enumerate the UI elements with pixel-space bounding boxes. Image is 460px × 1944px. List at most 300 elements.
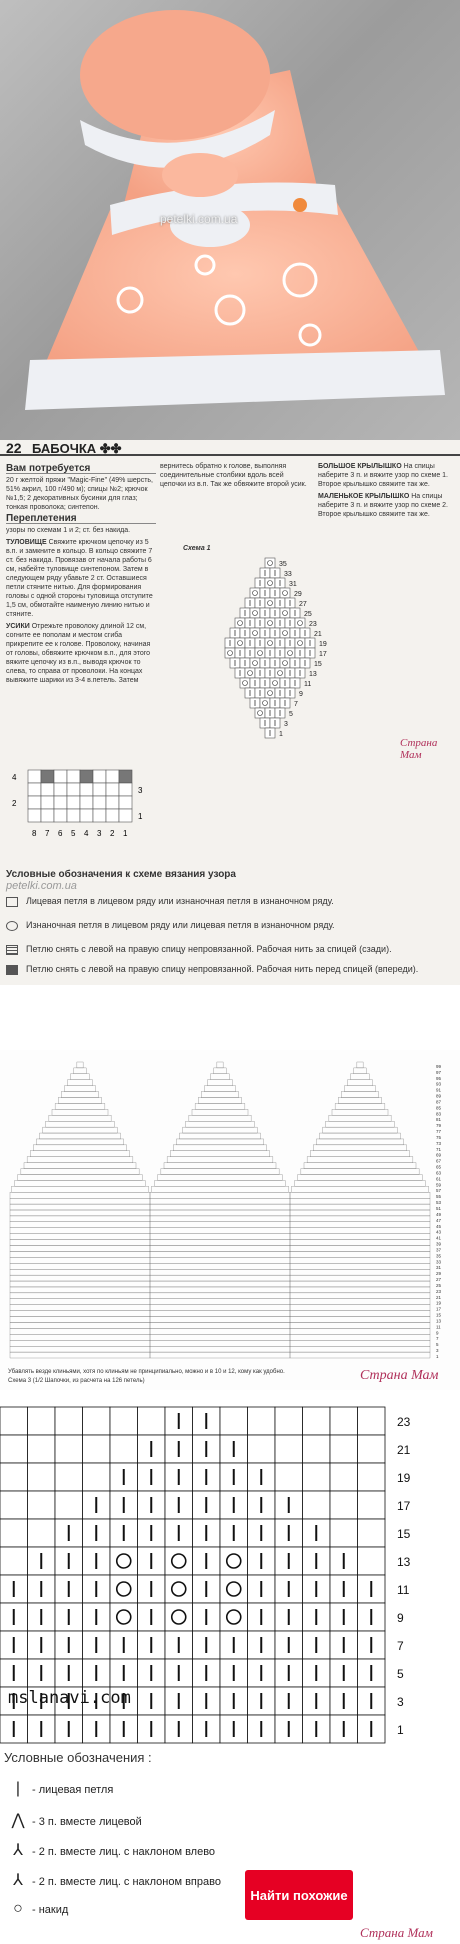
hat-chart-row-band	[150, 1240, 290, 1246]
hat-chart-row-band	[10, 1328, 150, 1334]
hat-chart-row-band	[10, 1287, 150, 1293]
body-heading: ТУЛОВИЩЕ	[6, 539, 47, 546]
hat-chart-row-band	[173, 1145, 266, 1151]
pattern-cell	[275, 1407, 303, 1435]
hat-chart-row-band	[357, 1062, 363, 1068]
scheme1-cell	[295, 638, 305, 648]
scheme1-row-label: 29	[294, 591, 302, 598]
pattern-cell	[248, 1435, 276, 1463]
hat-chart-row-band	[290, 1234, 430, 1240]
hat-chart-row-band	[10, 1222, 150, 1228]
scheme2-row-right: 3	[138, 786, 143, 795]
scheme1-cell	[280, 588, 290, 598]
hat-chart-row-band	[10, 1299, 150, 1305]
hat-chart-row-band	[10, 1257, 150, 1263]
hat-chart-row-label: 65	[436, 1164, 442, 1170]
hat-chart-row-band	[10, 1340, 150, 1346]
hat-chart-row-label: 95	[436, 1075, 442, 1081]
hat-chart-row-label: 43	[436, 1229, 442, 1235]
scheme1-cell	[235, 618, 245, 628]
hat-chart-row-band	[10, 1346, 150, 1352]
hat-chart-row-label: 73	[436, 1140, 442, 1146]
scheme1-row-label: 9	[299, 691, 303, 698]
needs-heading: Вам потребуется	[6, 464, 156, 474]
scheme2-cell	[93, 796, 106, 809]
scheme2-cell	[41, 770, 54, 783]
hat-chart-row-band	[10, 1240, 150, 1246]
hat-chart-row-band	[290, 1204, 430, 1210]
legend-item-slip-back	[6, 944, 392, 955]
hat-chart-row-label: 49	[436, 1211, 442, 1217]
hat-chart-row-band	[150, 1346, 290, 1352]
slip-front-symbol-icon	[6, 965, 18, 975]
pattern-row-label: 13	[397, 1555, 411, 1569]
hat-chart-row-band	[214, 1068, 226, 1074]
hat-chart-row-band	[150, 1210, 290, 1216]
hat-chart-row-band	[10, 1293, 150, 1299]
hat-chart-row-band	[290, 1340, 430, 1346]
pattern-cell	[83, 1435, 111, 1463]
pattern-row-label: 15	[397, 1527, 411, 1541]
pattern-cell	[220, 1575, 248, 1603]
legend-knit-text: - лицевая петля	[32, 1784, 114, 1796]
hat-chart-row-label: 17	[436, 1306, 442, 1312]
col2-text: вернитесь обратно к голове, выполняя соединительные столбики вдоль всей цепочки из в.п. Так же обвяжите второй усик.	[160, 463, 307, 488]
pattern-cell	[165, 1603, 193, 1631]
hat-chart-row-band	[176, 1139, 263, 1145]
hat-strana-mam: Страна Мам	[360, 1368, 439, 1383]
hat-chart-row-band	[186, 1121, 254, 1127]
pattern-cell	[358, 1491, 386, 1519]
pattern-row-label: 21	[397, 1443, 411, 1457]
hat-chart-row-label: 23	[436, 1288, 442, 1294]
hat-caption-2: Схема 3 (1/2 Шапочки, из расчета на 126 петель)	[8, 1378, 145, 1384]
hat-chart-row-band	[40, 1133, 121, 1139]
whiskers-text: Отрежьте проволоку длиной 12 см, согните ее пополам и местом сгиба прикрепите ее к голове. Проволоку, начиная от головы, обвяжите крючком в.п., для этого вяжите цепочку из в.п., выводя крючок то слева, то справа от проволоки. На концах вывяжите шарики из 3-4 в.петель. Затем	[6, 623, 151, 684]
hat-chart-row-band	[64, 1086, 95, 1092]
hat-chart-row-band	[195, 1103, 245, 1109]
hat-chart-row-band	[10, 1216, 150, 1222]
hat-chart-row-band	[348, 1080, 373, 1086]
pattern-cell	[330, 1519, 358, 1547]
pattern-cell	[28, 1519, 56, 1547]
scheme1-cell	[265, 578, 275, 588]
hat-chart-row-band	[150, 1216, 290, 1222]
body-text: Свяжите крючком цепочку из 5 в.п. и замкните в кольцо. В кольцо свяжите 7 ст. без накида. Провязав от начала работы 6 см, набейте туловище синтепоном. Затем в следующем ряду убавьте 2 ст. Оставшиеся петли стяните нитью. Для формирования головы с одной стороны туловища отступите 1,5 см, обмотайте наименую линию нитью и стяните.	[6, 539, 153, 618]
scheme1-cell	[245, 668, 255, 678]
hat-chart-row-band	[10, 1322, 150, 1328]
hat-chart-row-band	[49, 1115, 111, 1121]
hat-chart-row-band	[15, 1180, 146, 1186]
hat-chart-row-label: 53	[436, 1200, 442, 1206]
hat-chart-row-band	[150, 1198, 290, 1204]
hat-chart-row-band	[12, 1186, 149, 1192]
hat-chart-row-band	[290, 1240, 430, 1246]
hat-chart-row-band	[150, 1281, 290, 1287]
hat-chart-row-label: 31	[436, 1265, 442, 1271]
scheme2-cell	[41, 783, 54, 796]
scheme1-cell	[280, 628, 290, 638]
scheme1-cell	[260, 698, 270, 708]
hat-chart-row-band	[180, 1133, 261, 1139]
hat-caption-1: Убавлять везде клиньями, хотя по клиньям не принципиально, можно и в 10 и 12, кому как удобно.	[8, 1369, 285, 1375]
scheme1-row-label: 31	[289, 581, 297, 588]
instructions-column-2	[160, 462, 310, 489]
hat-chart-row-band	[150, 1317, 290, 1323]
weave-heading: Переплетения	[6, 514, 156, 524]
scheme2-row-left: 4	[12, 773, 17, 782]
hat-chart-row-label: 21	[436, 1294, 442, 1300]
hat-chart-row-band	[290, 1228, 430, 1234]
hat-chart-row-band	[150, 1311, 290, 1317]
pattern-cell	[0, 1491, 28, 1519]
hat-chart-row-band	[150, 1204, 290, 1210]
scheme2-col-label: 1	[123, 829, 128, 838]
hat-chart-row-band	[150, 1305, 290, 1311]
hat-chart-grid	[0, 1050, 460, 1370]
scheme2-cell	[28, 796, 41, 809]
scheme1-cell	[275, 668, 285, 678]
hat-chart-row-band	[58, 1098, 102, 1104]
hat-chart-row-label: 7	[436, 1336, 439, 1342]
scheme1-cell	[285, 648, 295, 658]
legend-yarnover-text: - накид	[32, 1904, 69, 1916]
hat-chart-row-band	[18, 1174, 142, 1180]
whiskers-heading: УСИКИ	[6, 623, 30, 630]
hat-chart-row-band	[290, 1216, 430, 1222]
pattern-cell	[330, 1463, 358, 1491]
hat-chart-row-band	[61, 1092, 98, 1098]
hat-chart-row-band	[290, 1281, 430, 1287]
knit-symbol-icon	[6, 897, 18, 907]
product-photo	[0, 0, 460, 440]
scheme2-cell	[119, 809, 132, 822]
hat-chart-row-band	[183, 1127, 258, 1133]
small-wing-heading: МАЛЕНЬКОЕ КРЫЛЫШКО	[318, 493, 410, 500]
scheme2-cell	[106, 796, 119, 809]
hat-chart-row-band	[71, 1074, 90, 1080]
pattern-cell	[358, 1435, 386, 1463]
hat-chart-row-band	[10, 1281, 150, 1287]
hat-chart-row-label: 3	[436, 1348, 439, 1354]
pattern-cell	[165, 1547, 193, 1575]
pattern-cell	[220, 1407, 248, 1435]
hat-chart-row-band	[204, 1086, 235, 1092]
hat-chart-row-band	[298, 1174, 422, 1180]
hat-chart-row-band	[36, 1139, 123, 1145]
pattern-cell	[358, 1463, 386, 1491]
hat-chart-row-band	[290, 1293, 430, 1299]
hat-chart-row-band	[326, 1121, 394, 1127]
scheme1-row-label: 11	[304, 681, 312, 688]
hat-chart-row-band	[341, 1092, 378, 1098]
hat-chart-row-band	[290, 1352, 430, 1358]
hat-chart-row-band	[320, 1133, 401, 1139]
scheme1-cell	[265, 688, 275, 698]
hat-chart-row-band	[21, 1169, 139, 1175]
yarnover-glyph-icon: ○	[13, 1900, 23, 1917]
scheme2-col-label: 3	[97, 829, 102, 838]
scheme2-cell	[119, 796, 132, 809]
hat-chart-row-band	[290, 1257, 430, 1263]
scheme2-cell	[119, 783, 132, 796]
scheme1-row-label: 7	[294, 701, 298, 708]
pattern-cell	[28, 1407, 56, 1435]
hat-chart-row-band	[290, 1317, 430, 1323]
pattern-cell	[165, 1575, 193, 1603]
scheme2-cell	[93, 770, 106, 783]
hat-chart-row-label: 57	[436, 1188, 442, 1194]
hat-chart-row-band	[150, 1246, 290, 1252]
scheme2-cell	[106, 809, 119, 822]
magazine-header	[0, 440, 460, 456]
hat-chart-row-band	[10, 1246, 150, 1252]
scheme1-cell	[265, 618, 275, 628]
scheme2-cell	[54, 770, 67, 783]
purl-symbol-icon	[6, 921, 18, 931]
legend-item-slip-back-text: Петлю снять с левой на правую спицу непровязанной. Рабочая нить за спицей (сзади).	[26, 944, 392, 954]
pattern-cell	[55, 1407, 83, 1435]
hat-chart-row-band	[290, 1192, 430, 1198]
k2tog-right-glyph-icon: ⅄	[13, 1872, 23, 1889]
hat-chart-row-label: 41	[436, 1235, 442, 1241]
hat-chart-row-band	[10, 1234, 150, 1240]
hat-chart-row-band	[351, 1074, 370, 1080]
hat-chart-row-band	[344, 1086, 375, 1092]
hat-chart-row-band	[10, 1269, 150, 1275]
hat-chart-row-band	[290, 1269, 430, 1275]
hat-chart-row-band	[30, 1151, 130, 1157]
photo-watermark: petelki.com.ua	[160, 212, 238, 226]
pattern-cell	[110, 1547, 138, 1575]
hat-chart-row-label: 27	[436, 1277, 442, 1283]
pattern-cell	[358, 1407, 386, 1435]
pattern-cell	[55, 1463, 83, 1491]
pattern-row-label: 1	[397, 1723, 404, 1737]
hat-chart-row-label: 9	[436, 1330, 439, 1336]
legend-3tog-text: - 3 п. вместе лицевой	[32, 1816, 142, 1828]
scheme2-cell	[41, 796, 54, 809]
hat-chart-row-band	[170, 1151, 270, 1157]
scheme2-cell	[54, 809, 67, 822]
hat-chart-row-band	[290, 1263, 430, 1269]
hat-chart-row-label: 61	[436, 1176, 442, 1182]
hat-chart-row-band	[43, 1127, 118, 1133]
legend-item-knit	[6, 896, 334, 907]
pattern-cell	[110, 1407, 138, 1435]
scheme2-cell	[80, 783, 93, 796]
pattern-cell	[0, 1463, 28, 1491]
hat-chart-row-label: 15	[436, 1312, 442, 1318]
legend-knit	[4, 1780, 113, 1798]
hat-chart-row-band	[74, 1068, 86, 1074]
scheme1-row-label: 13	[309, 671, 317, 678]
magazine-title: БАБОЧКА ✤✤	[32, 441, 122, 456]
pattern-cell	[358, 1547, 386, 1575]
hat-chart-row-label: 85	[436, 1105, 442, 1111]
legend-item-purl	[6, 920, 335, 931]
bottom-legend-title: Условные обозначения :	[4, 1750, 152, 1765]
scheme1-row-label: 27	[299, 601, 307, 608]
scheme1-cell	[270, 678, 280, 688]
scheme1-cell	[295, 618, 305, 628]
small-wing-text: На спицы наберите 3 п. и вяжите узор по схеме 2. Второе крылышко свяжите так же.	[318, 493, 449, 518]
pattern-cell	[0, 1407, 28, 1435]
scheme1-chart	[170, 548, 420, 748]
scheme1-cell	[280, 608, 290, 618]
instructions-column-1	[6, 462, 156, 685]
scheme2-col-label: 8	[32, 829, 37, 838]
scheme1-cell	[235, 638, 245, 648]
hat-chart-row-band	[332, 1109, 388, 1115]
hat-chart-row-band	[150, 1222, 290, 1228]
hat-chart-row-band	[189, 1115, 251, 1121]
scheme2-col-label: 6	[58, 829, 63, 838]
hat-chart-row-band	[290, 1275, 430, 1281]
hat-chart-row-band	[290, 1305, 430, 1311]
hat-chart-row-label: 39	[436, 1241, 442, 1247]
pattern-cell	[220, 1603, 248, 1631]
scheme1-cell	[265, 558, 275, 568]
hat-chart-row-band	[10, 1228, 150, 1234]
hat-chart-row-band	[150, 1340, 290, 1346]
hat-chart-row-band	[10, 1311, 150, 1317]
legend-item-purl-text: Изнаночная петля в лицевом ряду или лицевая петля в изнаночном ряду.	[26, 920, 335, 930]
hat-chart-row-band	[354, 1068, 366, 1074]
scheme2-row-right: 1	[138, 812, 143, 821]
pattern-row-label: 9	[397, 1611, 404, 1625]
scheme2-cell	[106, 783, 119, 796]
hat-chart-row-band	[323, 1127, 398, 1133]
pattern-cell	[330, 1491, 358, 1519]
hat-chart-row-band	[10, 1275, 150, 1281]
pattern-cell	[110, 1575, 138, 1603]
knit-glyph-icon: |	[15, 1780, 21, 1797]
hat-chart-row-label: 5	[436, 1342, 439, 1348]
hat-chart-row-label: 93	[436, 1081, 442, 1087]
pattern-row-label: 17	[397, 1499, 411, 1513]
hat-chart-row-band	[304, 1163, 416, 1169]
scheme1-cell	[255, 648, 265, 658]
hat-chart-row-band	[161, 1169, 279, 1175]
scheme1-row-label: 23	[309, 621, 317, 628]
scheme2-col-label: 2	[110, 829, 115, 838]
hat-chart-row-band	[155, 1180, 286, 1186]
hat-chart-row-label: 19	[436, 1300, 442, 1306]
pattern-row-label: 19	[397, 1471, 411, 1485]
hat-chart-row-band	[150, 1334, 290, 1340]
pattern-cell	[303, 1491, 331, 1519]
hat-chart-row-label: 89	[436, 1093, 442, 1099]
hat-chart-row-band	[150, 1234, 290, 1240]
scheme1-cell	[240, 678, 250, 688]
legend-item-knit-text: Лицевая петля в лицевом ряду или изнаночная петля в изнаночном ряду.	[26, 896, 334, 906]
scheme1-cell	[225, 648, 235, 658]
hat-chart-row-band	[150, 1192, 290, 1198]
bottom-strana-mam: Страна Мам	[360, 1925, 433, 1940]
scheme2-cell	[67, 783, 80, 796]
legend-item-slip-front	[6, 964, 446, 975]
scheme2-col-label: 7	[45, 829, 50, 838]
pattern-cell	[0, 1547, 28, 1575]
pattern-cell	[248, 1407, 276, 1435]
pinterest-find-similar-button[interactable]: Найти похожие	[245, 1870, 353, 1920]
hat-chart-row-band	[290, 1198, 430, 1204]
pattern-cell	[303, 1463, 331, 1491]
legend-watermark: petelki.com.ua	[6, 880, 77, 892]
hat-chart-row-band	[167, 1157, 273, 1163]
pattern-row-label: 23	[397, 1415, 411, 1429]
legend-item-slip-front-text: Петлю снять с левой на правую спицу непровязанной. Рабочая нить перед спицей (впереди).	[26, 964, 419, 974]
scheme2-cell	[80, 770, 93, 783]
grid-watermark: mslanavi.com	[8, 1688, 131, 1708]
hat-chart-row-label: 1	[436, 1354, 439, 1359]
hat-chart-row-band	[290, 1328, 430, 1334]
pattern-cell	[28, 1463, 56, 1491]
hat-chart-row-band	[150, 1263, 290, 1269]
scheme1-cell	[250, 628, 260, 638]
scheme2-cell	[106, 770, 119, 783]
hat-chart-row-band	[290, 1346, 430, 1352]
hat-chart-row-band	[150, 1257, 290, 1263]
hat-chart-row-label: 59	[436, 1182, 442, 1188]
hat-chart-row-band	[150, 1328, 290, 1334]
hat-chart-row-label: 99	[436, 1063, 442, 1069]
hat-chart-row-band	[150, 1299, 290, 1305]
hat-chart-row-label: 83	[436, 1111, 442, 1117]
scheme2-cell	[28, 770, 41, 783]
hat-chart-row-label: 45	[436, 1223, 442, 1229]
scheme2-cell	[67, 809, 80, 822]
pattern-cell	[358, 1519, 386, 1547]
pattern-row-label: 11	[397, 1583, 410, 1597]
scheme1-cell	[265, 598, 275, 608]
hat-chart-row-band	[211, 1074, 230, 1080]
hat-chart-row-band	[150, 1228, 290, 1234]
scheme1-row-label: 15	[314, 661, 322, 668]
pattern-cell	[0, 1435, 28, 1463]
hat-chart-row-band	[24, 1163, 136, 1169]
big-wing-text: На спицы наберите 3 п. и вяжите узор по схеме 1. Второе крылышко свяжите так же.	[318, 463, 449, 488]
hat-chart-row-label: 33	[436, 1259, 442, 1265]
hat-chart-row-band	[10, 1192, 150, 1198]
magazine-number: 22	[6, 440, 22, 456]
weave-text: узоры по схемам 1 и 2; ст. без накида.	[6, 527, 131, 534]
pattern-row-label: 3	[397, 1695, 404, 1709]
pattern-cell	[275, 1463, 303, 1491]
hat-chart-row-band	[150, 1275, 290, 1281]
legend-3tog	[4, 1810, 142, 1830]
legend-2tog-left-text: - 2 п. вместе лиц. с наклоном влево	[32, 1846, 216, 1858]
hat-chart-row-band	[217, 1062, 223, 1068]
scheme1-cell	[250, 658, 260, 668]
hat-chart-row-band	[55, 1103, 105, 1109]
pattern-cell	[220, 1547, 248, 1575]
hat-chart-row-band	[150, 1352, 290, 1358]
scheme1-row-label: 17	[319, 651, 327, 658]
hat-chart-row-band	[290, 1299, 430, 1305]
hat-chart	[0, 1050, 460, 1390]
hat-chart-row-label: 63	[436, 1170, 442, 1176]
pattern-cell	[83, 1463, 111, 1491]
hat-chart-row-band	[290, 1246, 430, 1252]
hat-chart-row-label: 79	[436, 1123, 442, 1129]
scheme1-row-label: 35	[279, 561, 287, 568]
scheme2-cell	[54, 796, 67, 809]
hat-chart-row-band	[292, 1186, 429, 1192]
hat-chart-row-band	[290, 1222, 430, 1228]
legend-title: Условные обозначения к схеме вязания узора	[6, 869, 236, 880]
